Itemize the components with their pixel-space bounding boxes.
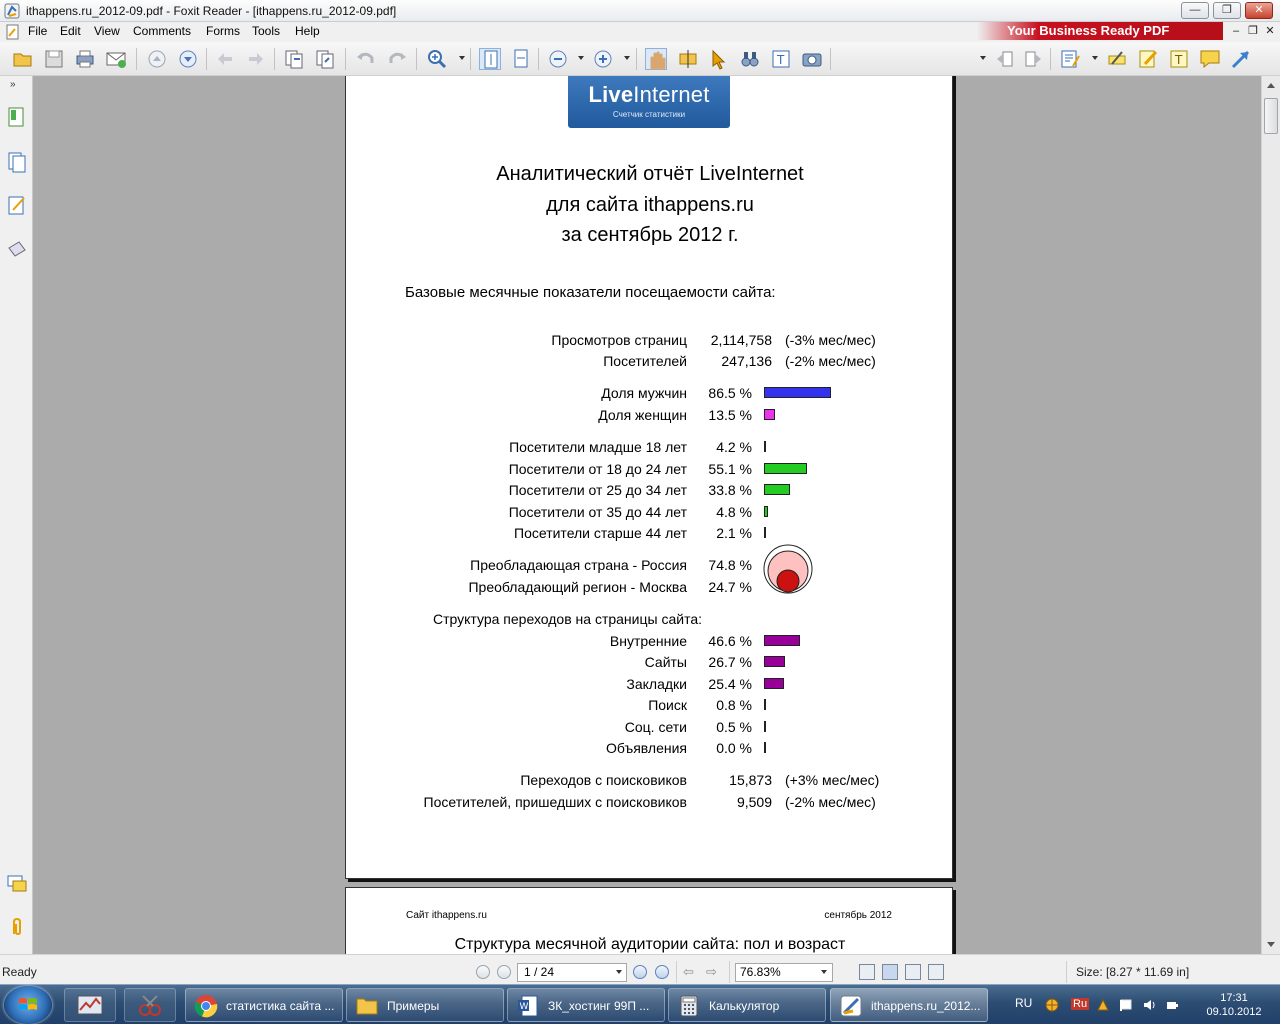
find-next-icon[interactable]: [1022, 48, 1044, 70]
select-text-icon[interactable]: [677, 48, 699, 70]
menu-tools[interactable]: Tools: [252, 24, 281, 38]
forward-view-icon[interactable]: ⇨: [706, 964, 717, 979]
page2-heading: Структура месячной аудитории сайта: пол и возраст: [454, 936, 846, 953]
traffic-bar-search: [764, 699, 766, 710]
male-share-bar: [764, 387, 831, 398]
taskbar-word[interactable]: [507, 988, 665, 1022]
camera-icon[interactable]: [801, 48, 823, 70]
age-row-label: Посетители старше 44 лет: [514, 525, 687, 541]
folder-icon: [355, 994, 379, 1018]
taskbar-calculator[interactable]: [668, 988, 826, 1022]
female-share-bar: [764, 409, 775, 420]
menu-edit[interactable]: Edit: [60, 24, 81, 38]
pdf-page-1: [345, 76, 953, 879]
age-bar-18-24: [764, 463, 807, 474]
calculator-icon: [677, 994, 701, 1018]
page-down-icon[interactable]: [177, 48, 199, 70]
back-icon[interactable]: [214, 48, 236, 70]
windows-taskbar: [0, 984, 1280, 1024]
visitors-value: 247,136: [721, 353, 772, 369]
language-indicator[interactable]: RU: [1015, 996, 1033, 1010]
last-page-icon[interactable]: [655, 965, 669, 979]
doc-restore-button[interactable]: ❐: [1248, 25, 1258, 37]
start-button[interactable]: [4, 986, 52, 1024]
tray-keyboard-layout[interactable]: Ru: [1073, 998, 1088, 1010]
traffic-row-label: Закладки: [626, 676, 687, 692]
status-bar: [0, 954, 1280, 988]
page-up-icon[interactable]: [146, 48, 168, 70]
visitors-change: (-2% мес/мес): [785, 353, 876, 369]
traffic-row-value: 25.4 %: [708, 676, 752, 692]
menu-help[interactable]: Help: [295, 24, 320, 38]
pages-panel-icon[interactable]: [6, 151, 28, 173]
arrow-tool-icon[interactable]: [1230, 48, 1252, 70]
windows-logo-icon: [18, 996, 38, 1014]
menu-forms[interactable]: Forms: [206, 24, 240, 38]
traffic-bar-social: [764, 721, 766, 732]
menu-view[interactable]: View: [94, 24, 120, 38]
pageviews-value: 2,114,758: [710, 332, 772, 348]
section-traffic-heading: Структура переходов на страницы сайта:: [433, 611, 702, 627]
taskbar-chrome[interactable]: [185, 988, 343, 1022]
traffic-row-value: 0.5 %: [716, 719, 752, 735]
page-size-label: Size: [8.27 * 11.69 in]: [1076, 965, 1190, 979]
traffic-row-value: 26.7 %: [708, 654, 752, 670]
gender-row-label: Доля мужчин: [601, 385, 687, 401]
vertical-scrollbar[interactable]: [1261, 76, 1280, 954]
single-page-view-icon[interactable]: [859, 964, 875, 980]
tray-volume-icon[interactable]: [1142, 998, 1156, 1012]
traffic-bar-ads: [764, 742, 766, 753]
age-bar-35-44: [764, 506, 768, 517]
scroll-thumb[interactable]: [1264, 98, 1278, 134]
gender-row-label: Доля женщин: [598, 407, 687, 423]
traffic-bar-bookmarks: [764, 678, 784, 689]
fit-page-icon[interactable]: [479, 48, 501, 70]
zoom-in-tool-icon[interactable]: [426, 48, 448, 70]
age-bar-25-34: [764, 484, 790, 495]
highlight-tool-icon[interactable]: [1106, 48, 1128, 70]
expand-pane-icon[interactable]: »: [10, 79, 16, 90]
geo-share-circles: [762, 543, 814, 595]
extract-pages-icon[interactable]: [283, 48, 305, 70]
zoom-in-icon[interactable]: [592, 48, 614, 70]
menu-comments[interactable]: Comments: [133, 24, 192, 38]
continuous-view-icon[interactable]: [882, 964, 898, 980]
typewriter-icon[interactable]: [770, 48, 792, 70]
hand-tool-icon[interactable]: [645, 48, 667, 70]
tray-security-icon[interactable]: [1096, 998, 1110, 1012]
page2-date-header: сентябрь 2012: [824, 910, 892, 921]
first-page-icon[interactable]: [476, 965, 490, 979]
quicklaunch-snipping-icon[interactable]: [124, 988, 176, 1022]
forward-icon[interactable]: [245, 48, 267, 70]
open-icon[interactable]: [12, 48, 34, 70]
tray-date: 09.10.2012: [1206, 1006, 1262, 1018]
age-row-value: 55.1 %: [708, 461, 752, 477]
age-row-label: Посетители от 35 до 44 лет: [508, 504, 687, 520]
section-base-heading: Базовые месячные показатели посещаемости сайта:: [405, 284, 776, 301]
traffic-row-label: Сайты: [644, 654, 687, 670]
menu-file[interactable]: File: [28, 24, 48, 38]
back-view-icon[interactable]: ⇦: [683, 964, 694, 979]
traffic-row-label: Объявления: [606, 740, 687, 756]
svg-text:T: T: [777, 53, 785, 67]
pageviews-change: (-3% мес/мес): [785, 332, 876, 348]
continuous-facing-view-icon[interactable]: [928, 964, 944, 980]
search-referrals-value: 15,873: [729, 772, 772, 788]
signatures-panel-icon[interactable]: [6, 238, 28, 260]
taskbar-explorer[interactable]: [346, 988, 504, 1022]
age-row-label: Посетители от 18 до 24 лет: [508, 461, 687, 477]
find-previous-icon[interactable]: [994, 48, 1016, 70]
svg-text:W: W: [519, 1002, 529, 1012]
traffic-row-label: Поиск: [648, 697, 687, 713]
age-row-label: Посетители младше 18 лет: [509, 439, 687, 455]
next-page-icon[interactable]: [633, 965, 647, 979]
page-dropdown-icon[interactable]: [616, 970, 622, 974]
search-visitors-label: Посетителей, пришедших с поисковиков: [423, 794, 687, 810]
geo-region-circle: [777, 570, 799, 592]
age-bar-under18: [764, 441, 766, 452]
print-icon[interactable]: [74, 48, 96, 70]
report-title-line3: за сентябрь 2012 г.: [561, 224, 739, 246]
age-bar-over44: [764, 527, 766, 538]
traffic-row-value: 46.6 %: [708, 633, 752, 649]
traffic-row-value: 0.8 %: [716, 697, 752, 713]
maximize-button[interactable]: ❐: [1213, 2, 1241, 19]
scroll-down-icon[interactable]: [1267, 942, 1275, 947]
doc-minimize-button[interactable]: –: [1232, 25, 1240, 37]
snapshot-binoculars-icon[interactable]: [739, 48, 761, 70]
zoom-out-icon[interactable]: [547, 48, 569, 70]
pdf-page-2: [345, 887, 953, 954]
traffic-bar-internal: [764, 635, 800, 646]
age-row-value: 4.2 %: [716, 439, 752, 455]
geo-region-label: Преобладающий регион - Москва: [468, 579, 687, 595]
fit-width-icon[interactable]: [510, 48, 532, 70]
taskbar-foxit[interactable]: [830, 988, 988, 1022]
save-icon[interactable]: [43, 48, 65, 70]
zoom-dropdown-icon[interactable]: [821, 970, 827, 974]
gender-row-value: 13.5 %: [708, 407, 752, 423]
traffic-bar-sites: [764, 656, 785, 667]
search-visitors-value: 9,509: [736, 794, 772, 810]
taskbar-foxit-label: ithappens.ru_2012...: [871, 999, 981, 1013]
traffic-row-value: 0.0 %: [716, 740, 752, 756]
tray-network-globe-icon[interactable]: [1045, 998, 1059, 1012]
previous-page-icon[interactable]: [497, 965, 511, 979]
toolbar: [0, 42, 1280, 76]
foxit-app-icon[interactable]: [4, 3, 20, 19]
attachments-panel-icon[interactable]: [6, 916, 28, 938]
quicklaunch-monitor-icon[interactable]: [64, 988, 116, 1022]
window-title: ithappens.ru_2012-09.pdf - Foxit Reader - [ithappens.ru_2012-09.pdf]: [26, 4, 397, 18]
undo-icon[interactable]: [355, 48, 377, 70]
foxit-icon: [839, 994, 863, 1018]
report-title-line1: Аналитический отчёт LiveInternet: [496, 163, 804, 185]
title-bar: [0, 0, 1280, 22]
age-row-value: 33.8 %: [708, 482, 752, 498]
status-text: Ready: [2, 965, 37, 979]
insert-pages-icon[interactable]: [314, 48, 336, 70]
visitors-label: Посетителей: [603, 353, 687, 369]
promo-banner[interactable]: Your Business Ready PDF: [977, 22, 1223, 40]
bookmarks-panel-icon[interactable]: [6, 106, 28, 128]
report-title-line2: для сайта ithappens.ru: [546, 194, 754, 216]
redo-icon[interactable]: [386, 48, 408, 70]
tray-power-icon[interactable]: [1165, 998, 1179, 1012]
geo-country-label: Преобладающая страна - Россия: [470, 557, 687, 573]
scroll-up-icon[interactable]: [1267, 83, 1275, 88]
document-icon[interactable]: [5, 24, 21, 40]
zoom-input[interactable]: 76.83%: [735, 963, 833, 982]
svg-text:T: T: [1175, 53, 1183, 67]
search-visitors-change: (-2% мес/мес): [785, 794, 876, 810]
page2-site-header: Сайт ithappens.ru: [406, 910, 487, 921]
select-annotation-icon[interactable]: [708, 48, 730, 70]
navigation-pane: [0, 76, 33, 954]
chrome-icon: [194, 994, 218, 1018]
tray-clock[interactable]: [1200, 991, 1268, 1019]
minimize-button[interactable]: —: [1181, 2, 1209, 19]
geo-region-value: 24.7 %: [708, 579, 752, 595]
tray-flag-icon[interactable]: [1119, 998, 1133, 1012]
text-box-icon[interactable]: [1168, 48, 1190, 70]
layers-panel-icon[interactable]: [6, 194, 28, 216]
age-row-value: 4.8 %: [716, 504, 752, 520]
comment-tool-icon[interactable]: [1059, 48, 1081, 70]
comments-panel-icon[interactable]: [6, 873, 28, 895]
search-referrals-label: Переходов с поисковиков: [520, 772, 687, 788]
geo-country-value: 74.8 %: [708, 557, 752, 573]
gender-row-value: 86.5 %: [708, 385, 752, 401]
age-row-value: 2.1 %: [716, 525, 752, 541]
taskbar-explorer-label: Примеры: [387, 999, 440, 1013]
email-icon[interactable]: [105, 48, 127, 70]
taskbar-calculator-label: Калькулятор: [709, 999, 780, 1013]
liveinternet-logo: LiveInternet Счетчик статистики: [568, 76, 730, 128]
pencil-tool-icon[interactable]: [1137, 48, 1159, 70]
facing-view-icon[interactable]: [905, 964, 921, 980]
page-number-input[interactable]: 1 / 24: [517, 963, 627, 982]
traffic-row-label: Внутренние: [609, 633, 687, 649]
word-icon: [516, 994, 540, 1018]
age-row-label: Посетители от 25 до 34 лет: [508, 482, 687, 498]
taskbar-chrome-label: статистика сайта ...: [226, 999, 335, 1013]
traffic-row-label: Соц. сети: [624, 719, 687, 735]
doc-close-button[interactable]: ✕: [1265, 25, 1275, 37]
pageviews-label: Просмотров страниц: [551, 332, 687, 348]
close-button[interactable]: ✕: [1245, 2, 1273, 19]
search-referrals-change: (+3% мес/мес): [785, 772, 880, 788]
note-icon[interactable]: [1199, 48, 1221, 70]
document-view[interactable]: [34, 76, 1261, 954]
tray-time: 17:31: [1220, 992, 1248, 1004]
taskbar-word-label: ЗК_хостинг 99П ...: [548, 999, 650, 1013]
